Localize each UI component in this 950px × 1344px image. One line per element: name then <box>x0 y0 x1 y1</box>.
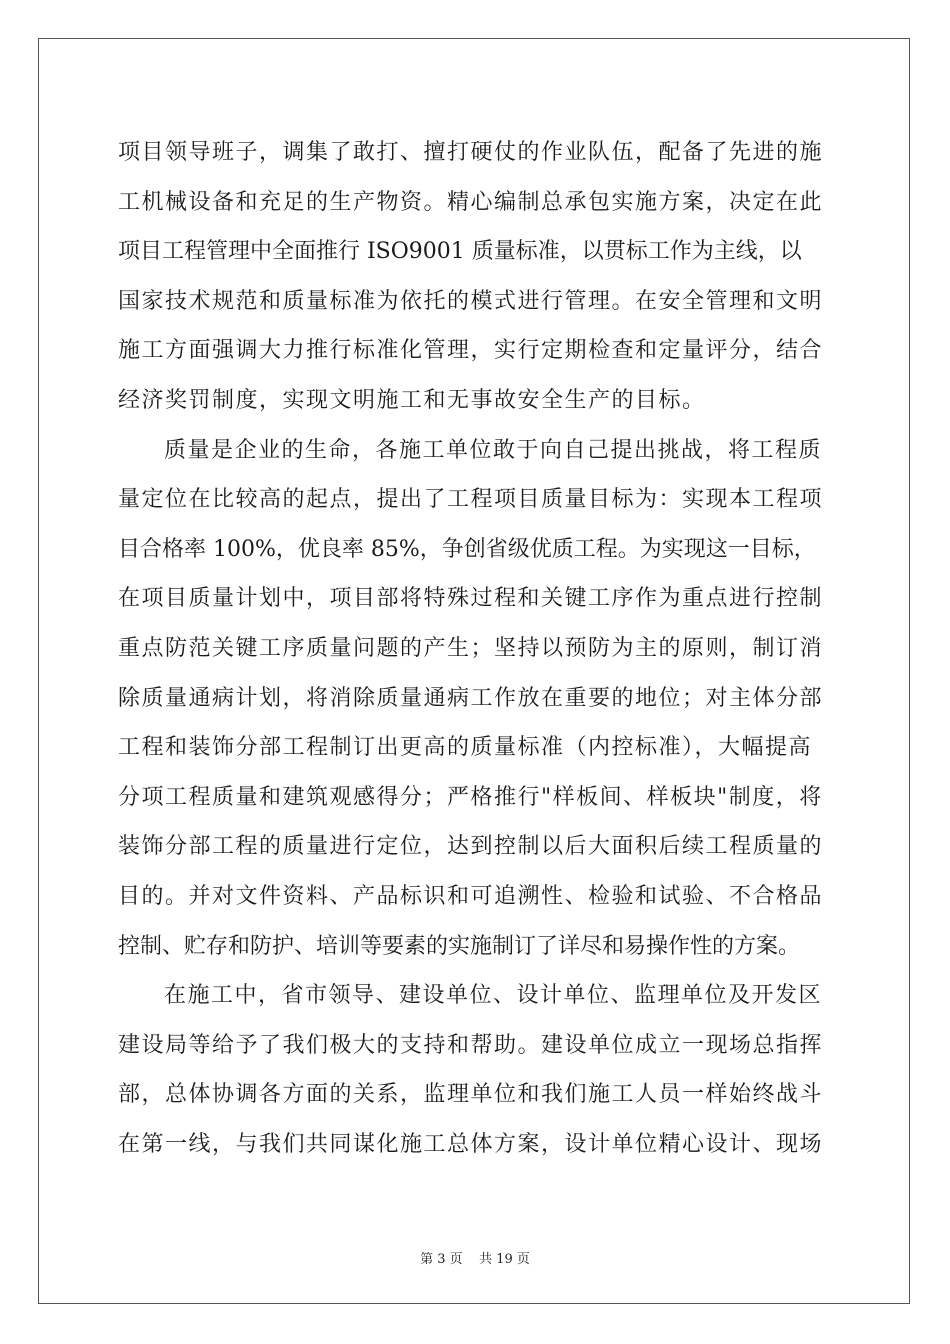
text-line: 建设局等给予了我们极大的支持和帮助。建设单位成立一现场总指挥 <box>118 1032 824 1058</box>
text-line: 重点防范关键工序质量问题的产生；坚持以预防为主的原则，制订消 <box>118 635 824 661</box>
text-line: 工机械设备和充足的生产物资。精心编制总承包实施方案，决定在此 <box>118 189 824 215</box>
paragraph-first-line: 质量是企业的生命，各施工单位敢于向自己提出挑战，将工程质 <box>164 437 823 463</box>
text-line: 量定位在比较高的起点，提出了工程项目质量目标为：实现本工程项 <box>118 487 824 513</box>
document-body <box>118 128 838 1169</box>
text-line: 分项工程质量和建筑观感得分；严格推行"样板间、样板块"制度，将 <box>118 784 823 810</box>
text-line: 国家技术规范和质量标准为依托的模式进行管理。在安全管理和文明 <box>118 288 824 314</box>
paragraph-first-line: 在施工中，省市领导、建设单位、设计单位、监理单位及开发区 <box>164 983 823 1009</box>
text-line: 在第一线，与我们共同谋化施工总体方案，设计单位精心设计、现场 <box>118 1131 824 1157</box>
text-line: 部，总体协调各方面的关系，监理单位和我们施工人员一样始终战斗 <box>118 1082 824 1108</box>
text-line: 项目工程管理中全面推行 ISO9001 质量标准，以贯标工作为主线，以 <box>118 239 802 265</box>
text-line: 在项目质量计划中，项目部将特殊过程和关键工序作为重点进行控制 <box>118 586 824 612</box>
text-line: 工程和装饰分部工程制订出更高的质量标准（内控标准），大幅提高 <box>118 735 813 761</box>
text-line: 目合格率 100%，优良率 85%，争创省级优质工程。为实现这一目标， <box>118 536 816 562</box>
text-line: 控制、贮存和防护、培训等要素的实施制订了详尽和易操作性的方案。 <box>118 933 801 959</box>
text-line: 经济奖罚制度，实现文明施工和无事故安全生产的目标。 <box>118 387 706 413</box>
text-line: 除质量通病计划，将消除质量通病工作放在重要的地位；对主体分部 <box>118 685 824 711</box>
text-line: 装饰分部工程的质量进行定位，达到控制以后大面积后续工程质量的 <box>118 834 824 860</box>
text-line: 施工方面强调大力推行标准化管理，实行定期检查和定量评分，结合 <box>118 338 824 364</box>
page-number-footer: 第 3 页 共 19 页 <box>420 1252 530 1267</box>
text-line: 项目领导班子，调集了敢打、擅打硬仗的作业队伍，配备了先进的施 <box>118 140 824 165</box>
text-line: 目的。并对文件资料、产品标识和可追溯性、检验和试验、不合格品 <box>118 883 824 909</box>
